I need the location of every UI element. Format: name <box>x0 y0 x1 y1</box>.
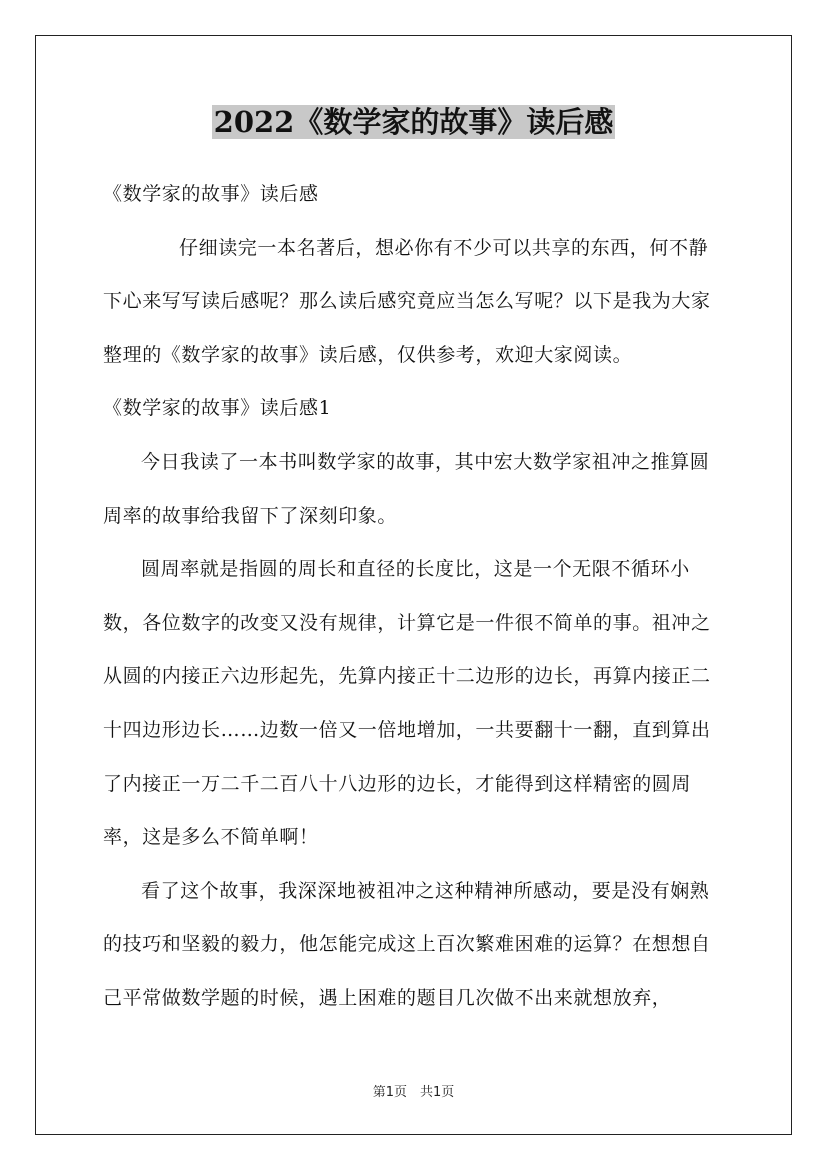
intro-paragraph: 仔细读完一本名著后，想必你有不少可以共享的东西，何不静下心来写写读后感呢？那么读后感究竟应当怎么写呢？以下是我为大家整理的《数学家的故事》读后感，仅供参考，欢迎大家阅读。 <box>103 236 711 366</box>
body-paragraph: 今日我读了一本书叫数学家的故事，其中宏大数学家祖冲之推算圆周率的故事给我留下了深刻印象。 <box>103 450 710 527</box>
document-body <box>103 168 727 1026</box>
body-paragraph: 看了这个故事，我深深地被祖冲之这种精神所感动，要是没有娴熟的技巧和坚毅的毅力，他怎能完成这上百次繁难困难的运算？在想想自己平常做数学题的时候，遇上困难的题目几次做不出来就想放弃， <box>103 879 711 1009</box>
document-title <box>0 100 827 144</box>
document-title-text: 2022《数学家的故事》读后感 <box>213 105 614 139</box>
body-paragraph: 圆周率就是指圆的周长和直径的长度比，这是一个无限不循环小数，各位数字的改变又没有规律，计算它是一件很不简单的事。祖冲之从圆的内接正六边形起先，先算内接正十二边形的边长，再算内接正二十四边形边长……边数一倍又一倍地增加，一共要翻十一翻，直到算出了内接正一万二千二百八十八边形的边长，才能得到这样精密的圆周率，这是多么不简单啊！ <box>103 558 711 849</box>
page-footer: 第1页 共1页 <box>372 1085 455 1100</box>
subtitle-paragraph: 《数学家的故事》读后感 <box>103 183 319 205</box>
section-heading: 《数学家的故事》读后感1 <box>103 397 332 420</box>
